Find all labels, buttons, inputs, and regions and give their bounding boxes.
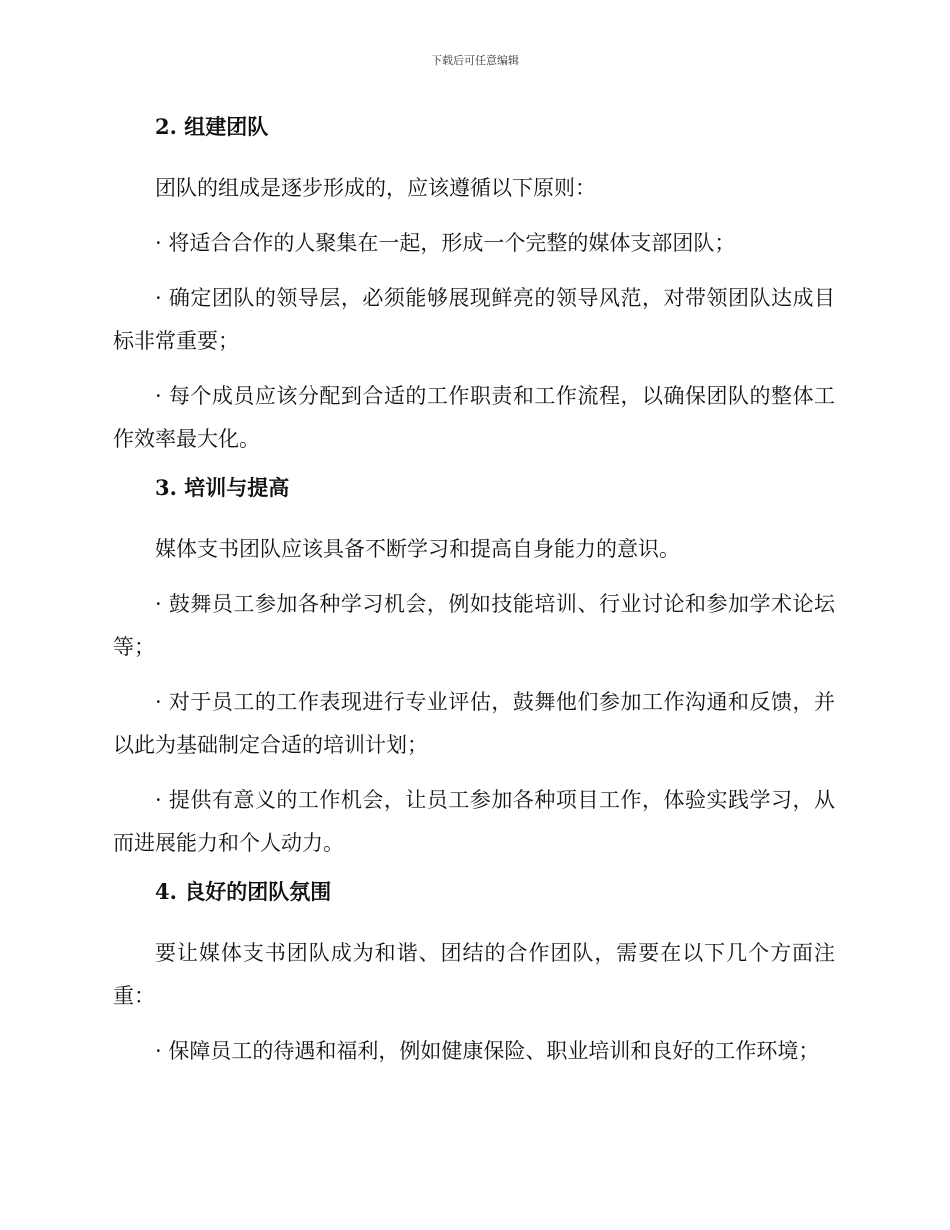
bullet-item: · 对于员工的工作表现进行专业评估，鼓舞他们参加工作沟通和反馈，并以此为基础制定合适的培训计划； — [113, 690, 835, 757]
bullet-item: · 将适合合作的人聚集在一起，形成一个完整的媒体支部团队； — [155, 231, 736, 255]
bullet-item: · 每个成员应该分配到合适的工作职责和工作流程，以确保团队的整体工作效率最大化。 — [113, 384, 835, 451]
section-heading: 3. 培训与提高 — [155, 475, 290, 500]
section-heading: 4. 良好的团队氛围 — [155, 879, 332, 904]
bullet-item: · 鼓舞员工参加各种学习机会，例如技能培训、行业讨论和参加学术论坛等； — [113, 592, 835, 659]
bullet-item: · 确定团队的领导层，必须能够展现鲜亮的领导风范，对带领团队达成目标非常重要； — [113, 286, 835, 353]
section-training — [113, 473, 835, 865]
paragraph: 团队的组成是逐步形成的，应该遵循以下原则： — [155, 176, 596, 200]
section-team-atmosphere — [113, 877, 835, 1073]
section-team-building — [113, 112, 835, 461]
page-header: 下载后可任意编辑 — [431, 54, 519, 67]
document-body — [113, 112, 835, 1085]
section-heading: 2. 组建团队 — [155, 114, 269, 139]
paragraph: 要让媒体支书团队成为和谐、团结的合作团队，需要在以下几个方面注重： — [113, 941, 835, 1008]
bullet-item: · 保障员工的待遇和福利，例如健康保险、职业培训和良好的工作环境； — [155, 1039, 820, 1063]
bullet-item: · 提供有意义的工作机会，让员工参加各种项目工作，体验实践学习，从而进展能力和个人动力。 — [113, 788, 835, 855]
paragraph: 媒体支书团队应该具备不断学习和提高自身能力的意识。 — [155, 537, 680, 561]
